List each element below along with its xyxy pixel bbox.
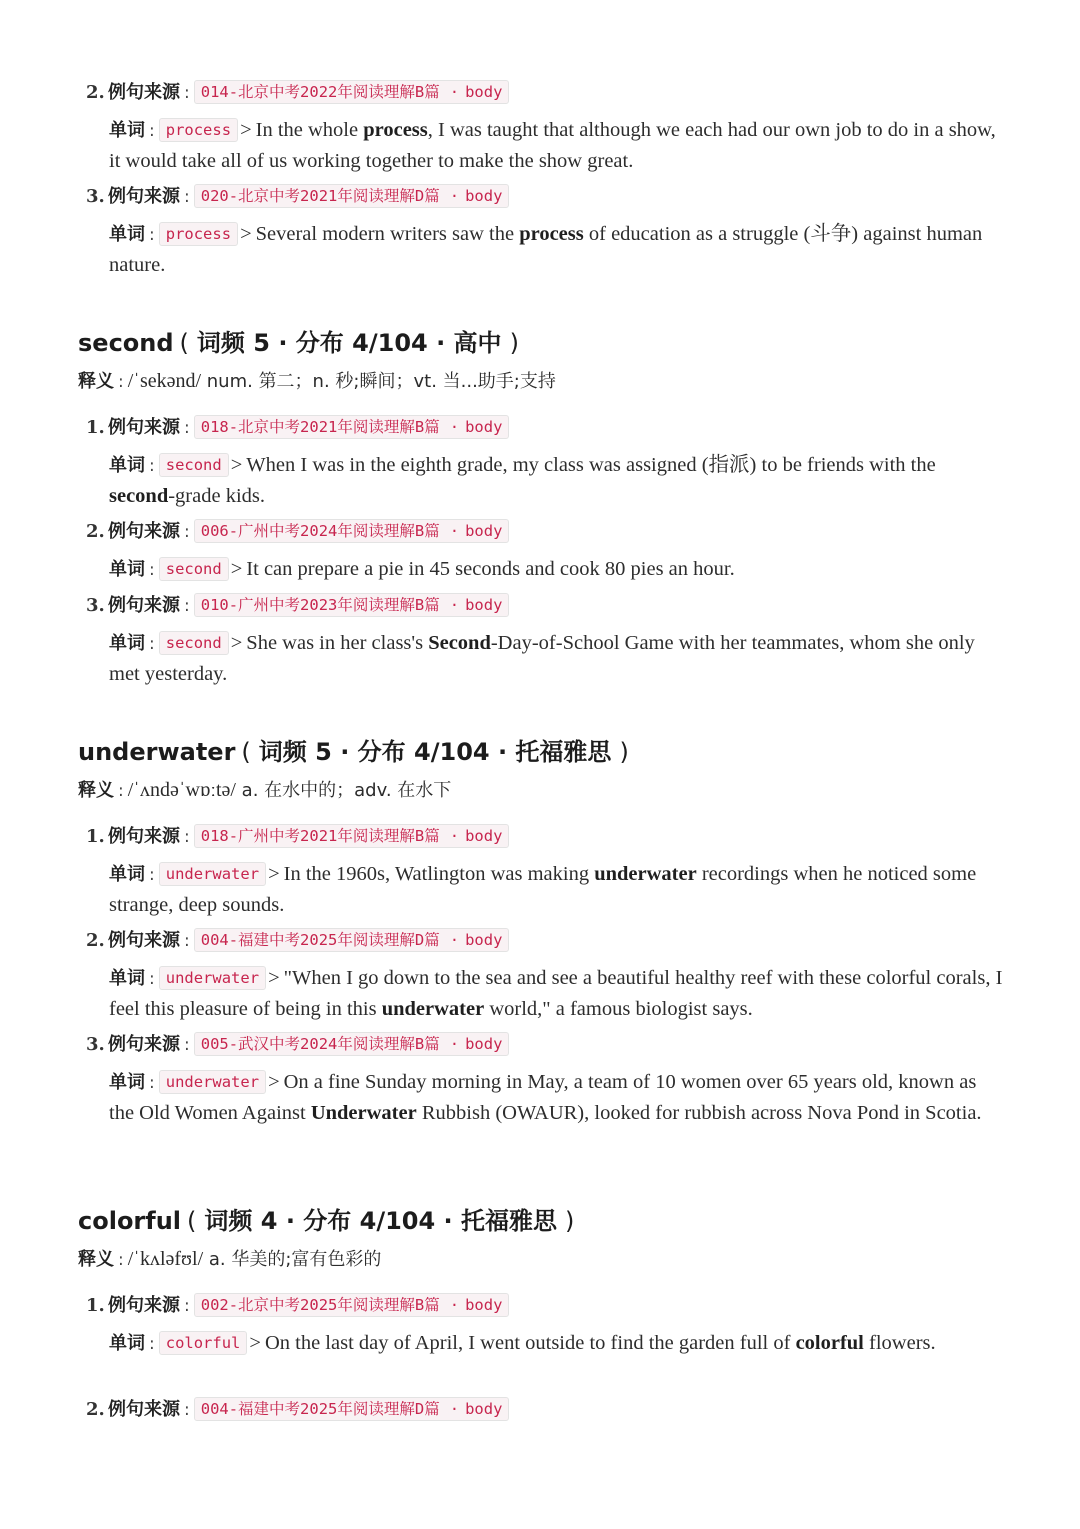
- entry-info: 词频 5 · 分布 4/104 · 托福雅思: [258, 738, 612, 766]
- example-source-line: [86, 1397, 1006, 1425]
- example-item: [86, 1397, 1006, 1425]
- sentence-pre: When I was in the eighth grade, my class was assigned (指派) to be friends with the: [246, 454, 936, 476]
- separator-dot: ·: [449, 931, 460, 949]
- source-label: 例句来源: [108, 417, 180, 438]
- example-source-line: [86, 1032, 1006, 1060]
- example-sentence: [109, 115, 1006, 176]
- source-tag: [194, 519, 510, 543]
- word-label: 单词: [109, 1072, 145, 1093]
- source-section: body: [465, 1035, 503, 1053]
- sentence-post: , I was taught that although we each had our own job to do in a show, it would take all of us working together to make the show great.: [109, 119, 996, 172]
- example-number: 2.: [86, 521, 105, 542]
- example-sentence: [109, 219, 1006, 280]
- colon: :: [149, 456, 155, 476]
- sentence-post: recordings when he noticed some strange, deep sounds.: [109, 863, 977, 916]
- source-section: body: [465, 827, 503, 845]
- sentence-highlight: underwater: [381, 998, 485, 1020]
- source-label: 例句来源: [108, 186, 180, 207]
- arrow: >: [240, 223, 252, 245]
- sentence-pre: She was in her class's: [246, 632, 429, 654]
- source-tag: [194, 80, 510, 104]
- example-item: [86, 928, 1006, 1024]
- example-number: 2.: [86, 82, 105, 103]
- colon: :: [118, 1250, 124, 1270]
- meaning-label: 释义: [78, 371, 114, 392]
- arrow: >: [230, 558, 243, 580]
- source-code: 018-广州中考2021年阅读理解B篇: [200, 827, 440, 845]
- entry-info: 词频 4 · 分布 4/104 · 托福雅思: [204, 1207, 558, 1235]
- word-code: underwater: [159, 1070, 266, 1094]
- colon: :: [149, 225, 155, 245]
- example-item: [86, 1293, 1006, 1359]
- word-label: 单词: [109, 864, 145, 885]
- source-label: 例句来源: [108, 1399, 180, 1420]
- colon: :: [149, 121, 155, 141]
- entry-definition: [78, 1245, 381, 1271]
- word-label: 单词: [109, 224, 145, 245]
- meaning-text: a. 在水中的；adv. 在水下: [235, 780, 452, 801]
- sentence-highlight: process: [519, 223, 584, 245]
- paren-close: ): [565, 1207, 575, 1235]
- sentence-highlight: Second: [428, 632, 491, 654]
- example-source-line: [86, 184, 1006, 212]
- colon: :: [184, 1035, 190, 1055]
- entry-definition: [78, 367, 556, 393]
- example-number: 3.: [86, 595, 105, 616]
- entry-heading: [78, 323, 519, 358]
- example-sentence: [109, 963, 1006, 1024]
- separator-dot: ·: [449, 596, 460, 614]
- word-label: 单词: [109, 968, 145, 989]
- word-code: underwater: [159, 966, 266, 990]
- phonetic: /ˈʌndəˈwɒːtə/: [127, 779, 236, 801]
- source-code: 002-北京中考2025年阅读理解B篇: [200, 1296, 440, 1314]
- example-number: 1.: [86, 1295, 105, 1316]
- example-item: [86, 824, 1006, 920]
- arrow: >: [230, 632, 243, 654]
- example-source-line: [86, 519, 1006, 547]
- example-item: [86, 415, 1006, 511]
- paren-open: (: [179, 329, 189, 357]
- colon: :: [184, 931, 190, 951]
- separator-dot: ·: [449, 1400, 460, 1418]
- sentence-highlight: process: [363, 119, 428, 141]
- example-item: [86, 184, 1006, 280]
- sentence-pre: On the last day of April, I went outside to find the garden full of: [264, 1332, 796, 1354]
- entry-heading: [78, 732, 629, 767]
- source-code: 020-北京中考2021年阅读理解D篇: [200, 187, 440, 205]
- word-label: 单词: [109, 120, 145, 141]
- example-sentence: [109, 1328, 1006, 1359]
- source-tag: [194, 415, 510, 439]
- source-tag: [194, 1293, 510, 1317]
- example-sentence: [109, 628, 1006, 689]
- colon: :: [184, 827, 190, 847]
- word-label: 单词: [109, 633, 145, 654]
- separator-dot: ·: [449, 83, 460, 101]
- sentence-highlight: second: [109, 485, 169, 507]
- colon: :: [149, 969, 155, 989]
- entry-word: underwater: [78, 738, 236, 766]
- source-section: body: [465, 83, 503, 101]
- separator-dot: ·: [449, 418, 460, 436]
- colon: :: [184, 596, 190, 616]
- source-label: 例句来源: [108, 1295, 180, 1316]
- separator-dot: ·: [449, 187, 460, 205]
- source-section: body: [465, 522, 503, 540]
- sentence-highlight: Underwater: [310, 1102, 417, 1124]
- arrow: >: [268, 863, 280, 885]
- meaning-label: 释义: [78, 1249, 114, 1270]
- meaning-label: 释义: [78, 780, 114, 801]
- colon: :: [184, 187, 190, 207]
- paren-open: (: [241, 738, 251, 766]
- example-item: [86, 519, 1006, 585]
- source-tag: [194, 184, 510, 208]
- colon: :: [184, 522, 190, 542]
- source-code: 005-武汉中考2024年阅读理解B篇: [200, 1035, 440, 1053]
- separator-dot: ·: [449, 522, 460, 540]
- word-label: 单词: [109, 559, 145, 580]
- source-label: 例句来源: [108, 82, 180, 103]
- source-tag: [194, 1397, 510, 1421]
- sentence-pre: Several modern writers saw the: [255, 223, 520, 245]
- word-code: process: [159, 222, 238, 246]
- source-section: body: [465, 187, 503, 205]
- meaning-text: num. 第二；n. 秒;瞬间；vt. 当...助手;支持: [201, 371, 556, 392]
- word-code: second: [159, 557, 229, 581]
- word-code: colorful: [159, 1331, 248, 1355]
- entry-word: second: [78, 329, 174, 357]
- source-section: body: [465, 931, 503, 949]
- arrow: >: [268, 967, 280, 989]
- source-code: 014-北京中考2022年阅读理解B篇: [200, 83, 440, 101]
- source-section: body: [465, 596, 503, 614]
- example-source-line: [86, 415, 1006, 443]
- sentence-pre: It can prepare a pie in 45 seconds and cook 80 pies an hour.: [246, 558, 735, 580]
- example-source-line: [86, 928, 1006, 956]
- example-number: 2.: [86, 930, 105, 951]
- source-section: body: [465, 1296, 503, 1314]
- source-label: 例句来源: [108, 595, 180, 616]
- arrow: >: [268, 1071, 280, 1093]
- example-number: 1.: [86, 417, 105, 438]
- source-label: 例句来源: [108, 1034, 180, 1055]
- colon: :: [149, 1073, 155, 1093]
- source-tag: [194, 1032, 510, 1056]
- source-code: 010-广州中考2023年阅读理解B篇: [200, 596, 440, 614]
- colon: :: [149, 1334, 155, 1354]
- entry-definition: [78, 776, 451, 802]
- paren-open: (: [187, 1207, 197, 1235]
- sentence-post: flowers.: [863, 1332, 936, 1354]
- entry-info: 词频 5 · 分布 4/104 · 高中: [196, 329, 502, 357]
- source-label: 例句来源: [108, 930, 180, 951]
- arrow: >: [249, 1332, 261, 1354]
- example-item: [86, 593, 1006, 689]
- source-tag: [194, 928, 510, 952]
- separator-dot: ·: [449, 1035, 460, 1053]
- colon: :: [184, 1400, 190, 1420]
- sentence-post: world," a famous biologist says.: [484, 998, 753, 1020]
- example-source-line: [86, 593, 1006, 621]
- word-code: process: [159, 118, 238, 142]
- paren-close: ): [619, 738, 629, 766]
- sentence-post: -Day-of-School Game with her teammates, whom she only met yesterday.: [109, 632, 975, 685]
- example-item: [86, 1032, 1006, 1128]
- sentence-pre: In the whole: [255, 119, 364, 141]
- colon: :: [149, 560, 155, 580]
- phonetic: /ˈkʌləfʊl/: [127, 1248, 204, 1270]
- phonetic: /ˈsekənd/: [127, 370, 202, 392]
- separator-dot: ·: [449, 827, 460, 845]
- separator-dot: ·: [449, 1296, 460, 1314]
- word-code: second: [159, 453, 229, 477]
- colon: :: [184, 83, 190, 103]
- example-sentence: [109, 1067, 1006, 1128]
- entry-heading: [78, 1201, 574, 1236]
- colon: :: [118, 372, 124, 392]
- source-tag: [194, 593, 510, 617]
- entry-word: colorful: [78, 1207, 182, 1235]
- source-label: 例句来源: [108, 521, 180, 542]
- paren-close: ): [509, 329, 519, 357]
- sentence-post: of education as a struggle (斗争) against human nature.: [109, 223, 983, 276]
- example-sentence: [109, 859, 1006, 920]
- example-number: 3.: [86, 1034, 105, 1055]
- example-number: 1.: [86, 826, 105, 847]
- sentence-pre: On a fine Sunday morning in May, a team of 10 women over 65 years old, known as the Old Women Against: [109, 1071, 977, 1124]
- example-source-line: [86, 824, 1006, 852]
- sentence-pre: In the 1960s, Watlington was making: [283, 863, 595, 885]
- source-code: 004-福建中考2025年阅读理解D篇: [200, 1400, 440, 1418]
- colon: :: [149, 634, 155, 654]
- arrow: >: [240, 119, 252, 141]
- source-label: 例句来源: [108, 826, 180, 847]
- colon: :: [149, 865, 155, 885]
- colon: :: [118, 781, 124, 801]
- example-item: [86, 80, 1006, 176]
- source-section: body: [465, 1400, 503, 1418]
- arrow: >: [230, 454, 243, 476]
- source-section: body: [465, 418, 503, 436]
- sentence-post: Rubbish (OWAUR), looked for rubbish across Nova Pond in Scotia.: [416, 1102, 982, 1124]
- sentence-post: -grade kids.: [168, 485, 266, 507]
- source-code: 018-北京中考2021年阅读理解B篇: [200, 418, 440, 436]
- sentence-highlight: colorful: [795, 1332, 864, 1354]
- colon: :: [184, 418, 190, 438]
- colon: :: [184, 1296, 190, 1316]
- example-number: 2.: [86, 1399, 105, 1420]
- word-code: underwater: [159, 862, 266, 886]
- source-tag: [194, 824, 510, 848]
- example-source-line: [86, 1293, 1006, 1321]
- word-label: 单词: [109, 455, 145, 476]
- example-sentence: [109, 450, 1006, 511]
- source-code: 006-广州中考2024年阅读理解B篇: [200, 522, 440, 540]
- example-number: 3.: [86, 186, 105, 207]
- word-label: 单词: [109, 1333, 145, 1354]
- sentence-highlight: underwater: [594, 863, 697, 885]
- word-code: second: [159, 631, 229, 655]
- meaning-text: a. 华美的;富有色彩的: [203, 1249, 382, 1270]
- example-sentence: [109, 554, 1006, 585]
- example-source-line: [86, 80, 1006, 108]
- source-code: 004-福建中考2025年阅读理解D篇: [200, 931, 440, 949]
- sentence-pre: "When I go down to the sea and see a beautiful healthy reef with these colorful corals, I feel this pleasure of being in this: [109, 967, 1003, 1020]
